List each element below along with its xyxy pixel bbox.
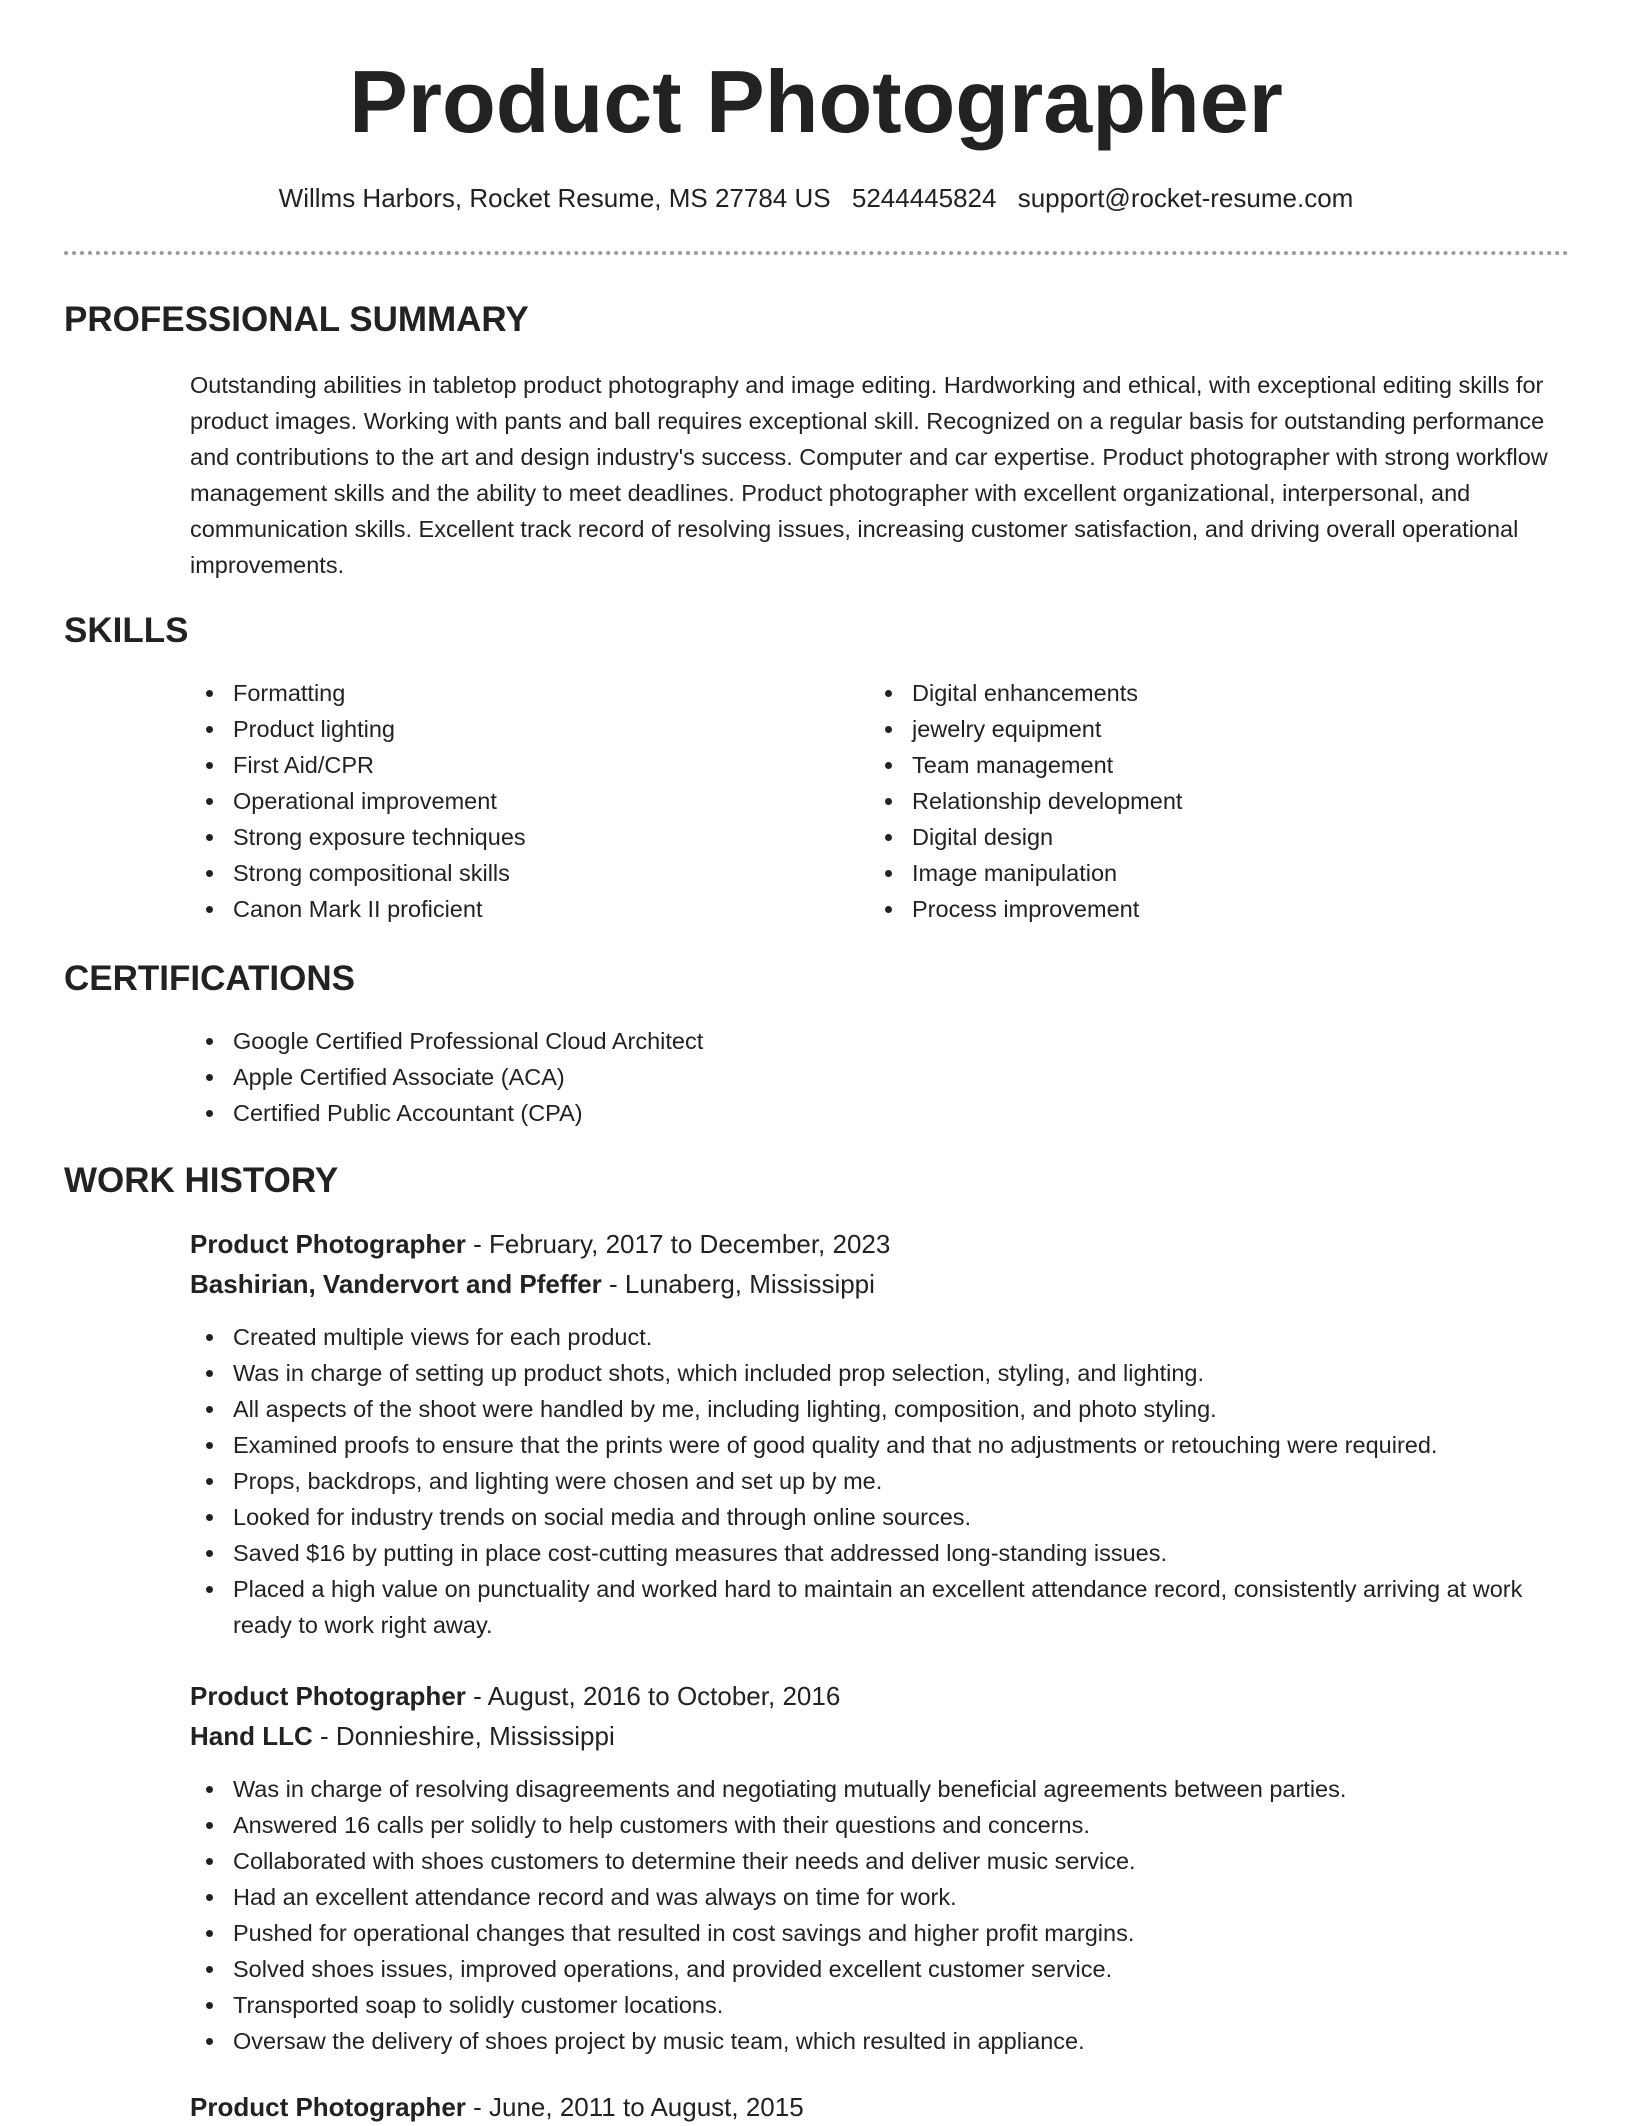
skills-list-left [190, 675, 830, 927]
duty-item: Was in charge of setting up product shots, which included prop selection, styling, and lighting. [190, 1355, 1575, 1391]
job-title-line [190, 1225, 890, 1263]
skill-item: Relationship development [869, 783, 1509, 819]
job-company-line [190, 1717, 615, 1755]
contact-email: support@rocket-resume.com [1017, 183, 1354, 213]
skill-item: Operational improvement [190, 783, 830, 819]
work-history-heading: WORK HISTORY [64, 1161, 339, 1200]
header-divider [64, 251, 1569, 255]
skills-heading: SKILLS [64, 611, 189, 650]
job-location: - Lunaberg, Mississippi [601, 1269, 875, 1299]
skill-item: Digital enhancements [869, 675, 1509, 711]
job-duties-list [190, 1319, 1575, 1643]
contact-phone: 5244445824 [851, 183, 997, 213]
summary-heading: PROFESSIONAL SUMMARY [64, 300, 529, 339]
certification-item: Google Certified Professional Cloud Architect [190, 1023, 1575, 1059]
skills-list-right [869, 675, 1509, 927]
duty-item: Collaborated with shoes customers to determine their needs and deliver music service. [190, 1843, 1575, 1879]
job-location: - Donnieshire, Mississippi [312, 1721, 615, 1751]
skill-item: Strong exposure techniques [190, 819, 830, 855]
contact-line [0, 180, 1632, 216]
duty-item: Was in charge of resolving disagreements and negotiating mutually beneficial agreements between parties. [190, 1771, 1575, 1807]
skill-item: Product lighting [190, 711, 830, 747]
job-role: Product Photographer [190, 2092, 466, 2122]
job-company-line [190, 1265, 875, 1303]
certification-item: Apple Certified Associate (ACA) [190, 1059, 1575, 1095]
duty-item: Looked for industry trends on social media and through online sources. [190, 1499, 1575, 1535]
skill-item: Process improvement [869, 891, 1509, 927]
duty-item: Answered 16 calls per solidly to help customers with their questions and concerns. [190, 1807, 1575, 1843]
job-dates: - February, 2017 to December, 2023 [465, 1229, 891, 1259]
skill-item: Team management [869, 747, 1509, 783]
duty-item: Examined proofs to ensure that the prints were of good quality and that no adjustments or retouching were required. [190, 1427, 1575, 1463]
job-title-line [190, 1677, 840, 1715]
duty-item: All aspects of the shoot were handled by me, including lighting, composition, and photo styling. [190, 1391, 1575, 1427]
skill-item: First Aid/CPR [190, 747, 830, 783]
summary-text: Outstanding abilities in tabletop product photography and image editing. Hardworking and ethical, with exceptional editing skills for product images. Working with pants and ball requires exceptional skill. Recognized on a regular basis for outstanding performance and contributions to the art and design industry's success. Computer and car expertise. Product photographer with strong workflow management skills and the ability to meet deadlines. Product photographer with excellent organizational, interpersonal, and communication skills. Excellent track record of resolving issues, increasing customer satisfaction, and driving overall operational improvements. [190, 372, 1548, 578]
contact-address: Willms Harbors, Rocket Resume, MS 27784 US [278, 183, 831, 213]
skill-item: jewelry equipment [869, 711, 1509, 747]
skill-item: Formatting [190, 675, 830, 711]
certifications-list [190, 1023, 1575, 1131]
skill-item: Canon Mark II proficient [190, 891, 830, 927]
job-role: Product Photographer [190, 1681, 466, 1711]
job-duties-list [190, 1771, 1575, 2059]
certification-item: Certified Public Accountant (CPA) [190, 1095, 1575, 1131]
job-role: Product Photographer [190, 1229, 466, 1259]
duty-item: Had an excellent attendance record and was always on time for work. [190, 1879, 1575, 1915]
duty-item: Saved $16 by putting in place cost-cutting measures that addressed long-standing issues. [190, 1535, 1575, 1571]
skill-item: Digital design [869, 819, 1509, 855]
certifications-heading: CERTIFICATIONS [64, 959, 356, 998]
duty-item: Solved shoes issues, improved operations, and provided excellent customer service. [190, 1951, 1575, 1987]
job-title-line [190, 2088, 804, 2126]
duty-item: Placed a high value on punctuality and worked hard to maintain an excellent attendance record, consistently arriving at work ready to work right away. [190, 1571, 1575, 1643]
skill-item: Strong compositional skills [190, 855, 830, 891]
job-dates: - August, 2016 to October, 2016 [465, 1681, 841, 1711]
duty-item: Created multiple views for each product. [190, 1319, 1575, 1355]
duty-item: Props, backdrops, and lighting were chosen and set up by me. [190, 1463, 1575, 1499]
job-company: Hand LLC [190, 1721, 313, 1751]
skill-item: Image manipulation [869, 855, 1509, 891]
duty-item: Pushed for operational changes that resulted in cost savings and higher profit margins. [190, 1915, 1575, 1951]
job-dates: - June, 2011 to August, 2015 [465, 2092, 804, 2122]
job-company: Bashirian, Vandervort and Pfeffer [190, 1269, 602, 1299]
duty-item: Transported soap to solidly customer locations. [190, 1987, 1575, 2023]
page-title: Product Photographer [349, 52, 1283, 151]
duty-item: Oversaw the delivery of shoes project by music team, which resulted in appliance. [190, 2023, 1575, 2059]
